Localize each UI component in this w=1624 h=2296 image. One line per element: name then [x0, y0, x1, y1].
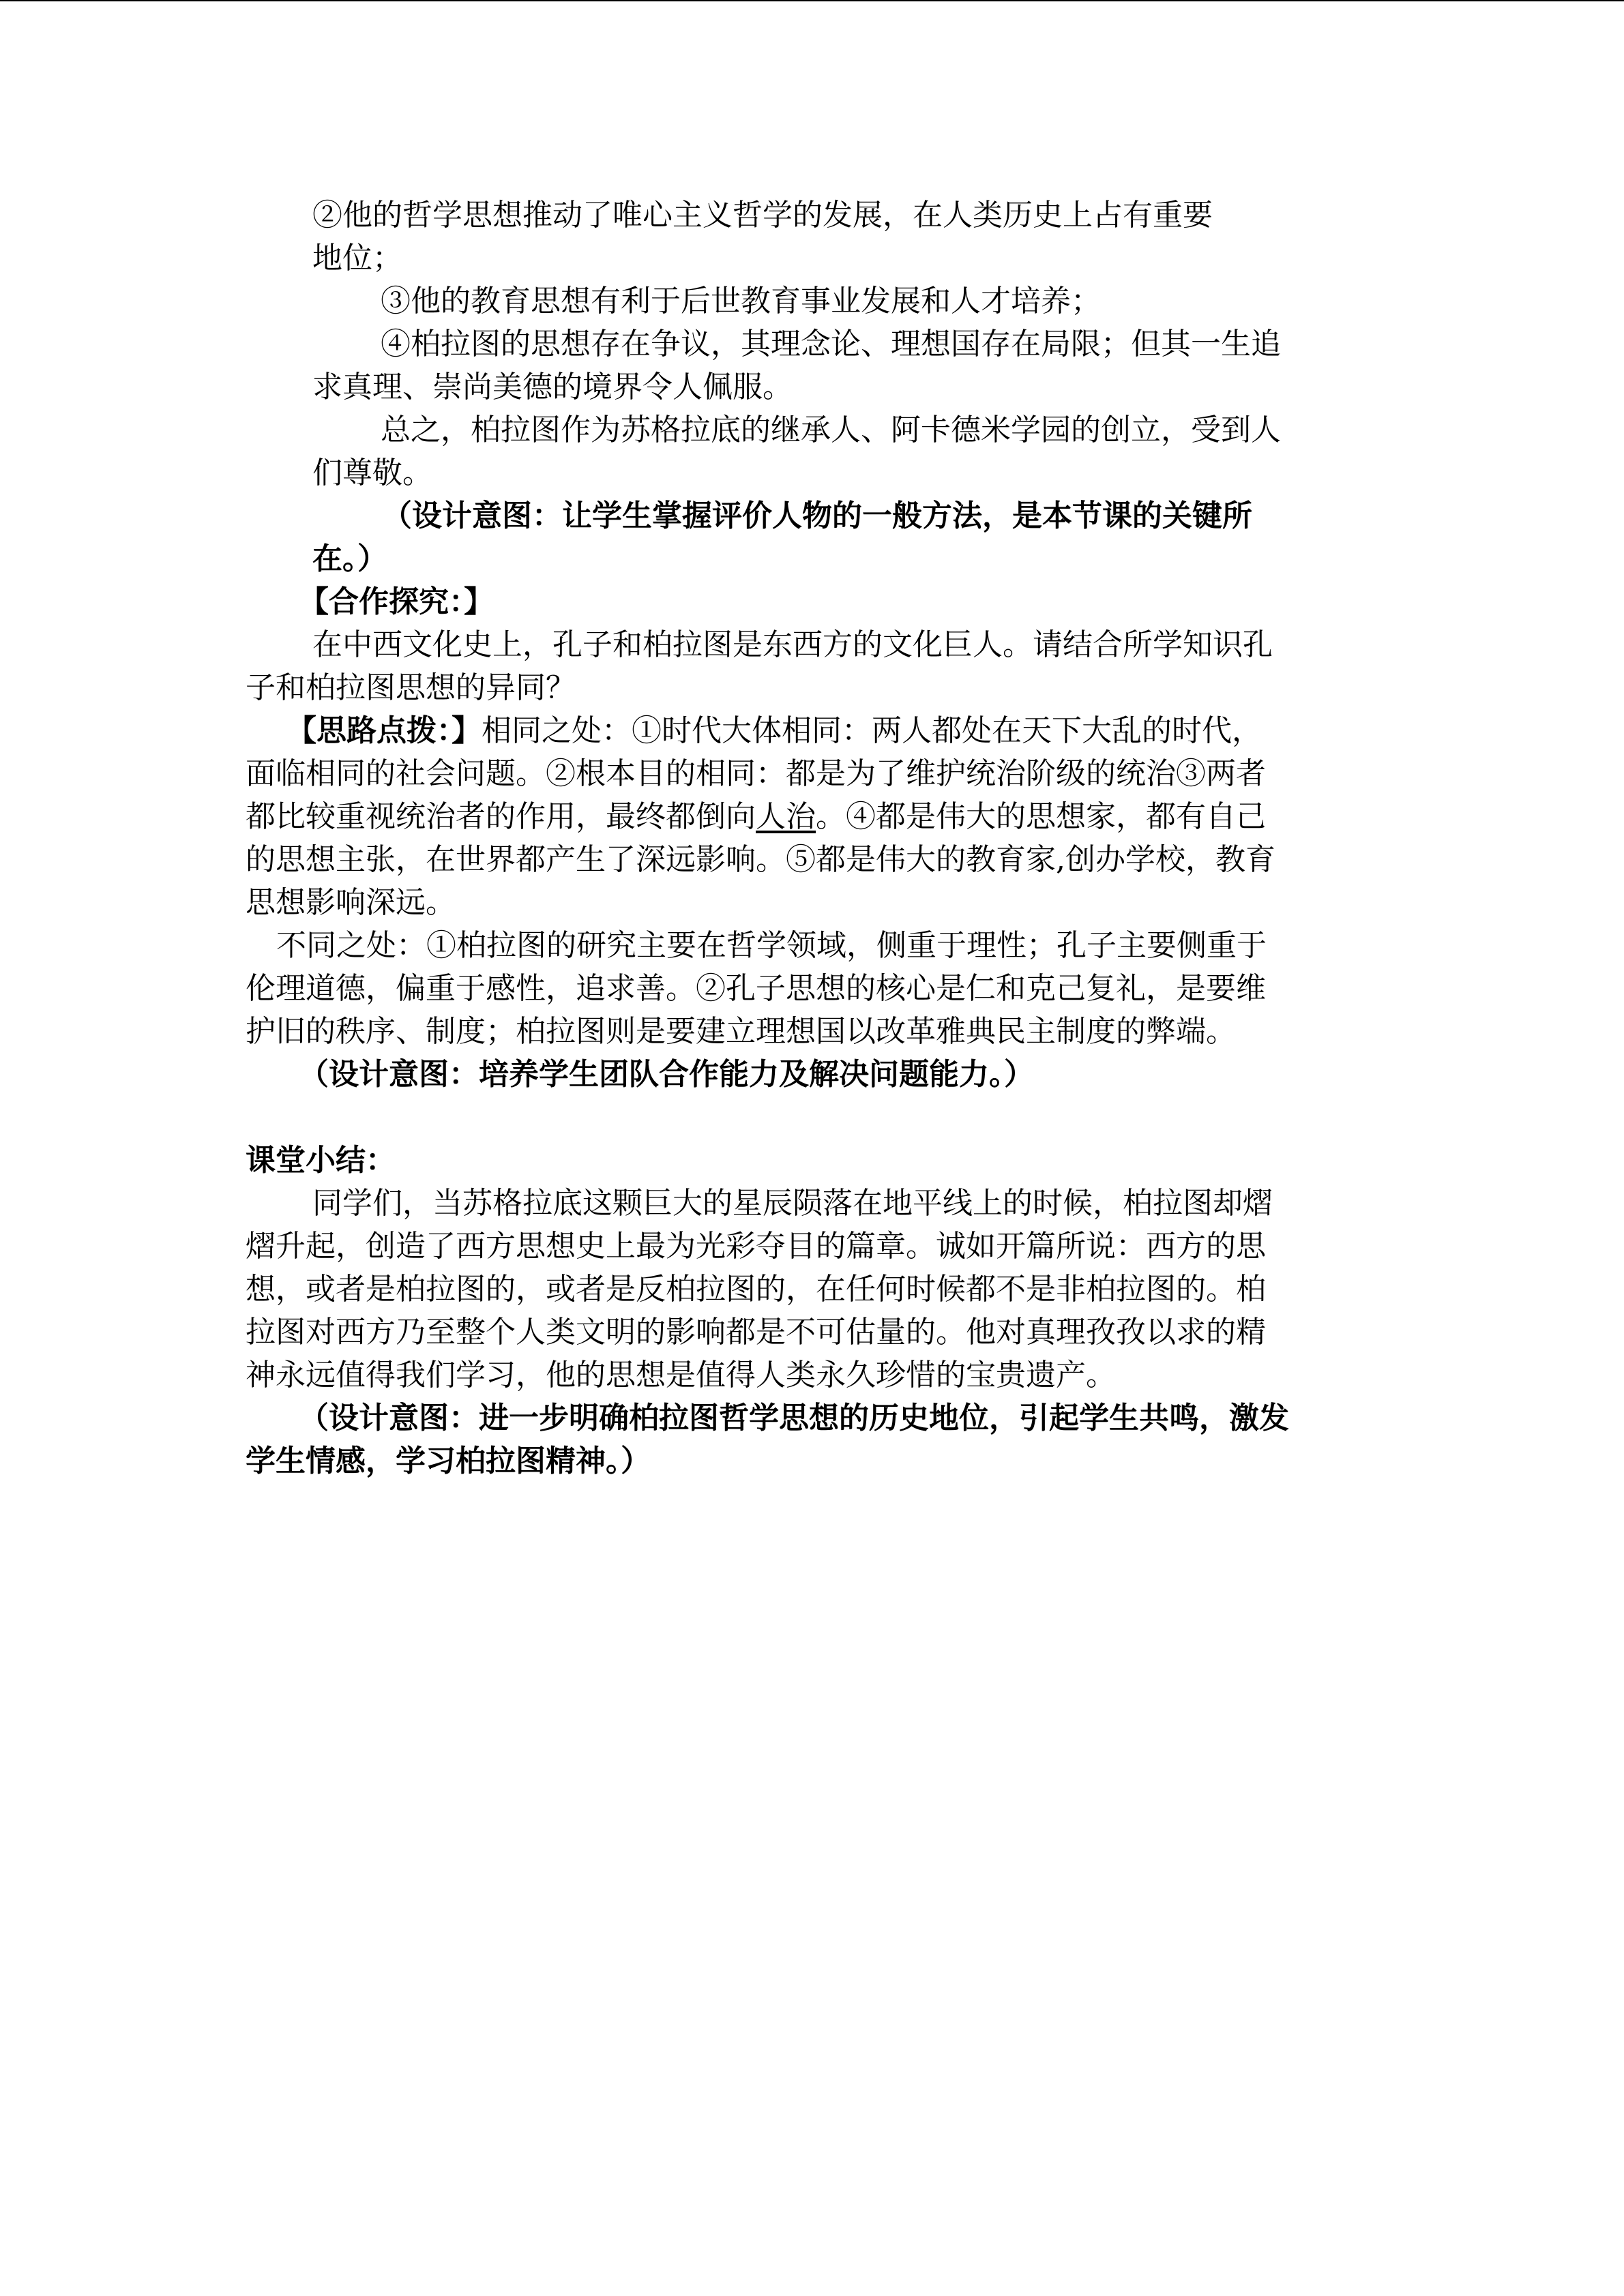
- paragraph-line: [246, 795, 1378, 838]
- paragraph-line: 不同之处：①柏拉图的研究主要在哲学领域，侧重于理性；孔子主要侧重于: [276, 928, 1267, 963]
- paragraph-line: 面临相同的社会问题。②根本目的相同：都是为了维护统治阶级的统治③两者: [246, 756, 1266, 791]
- underlined-term: 人治: [756, 799, 816, 834]
- text-span: 。④都是伟大的思想家，都有自己: [816, 799, 1266, 834]
- section-heading: 【合作探究：】: [299, 584, 494, 619]
- document-page: [246, 194, 1378, 1482]
- hint-label: 【思路点拨：】: [286, 713, 482, 748]
- paragraph-line: ②他的哲学思想推动了唯心主义哲学的发展，在人类历史上占有重要: [312, 198, 1213, 233]
- design-intent-note: （设计意图：培养学生团队合作能力及解决问题能力。）: [299, 1057, 1034, 1092]
- paragraph-line: 总之，柏拉图作为苏格拉底的继承人、阿卡德米学园的创立，受到人: [381, 413, 1281, 447]
- paragraph-line: 子和柏拉图思想的异同？: [246, 670, 576, 705]
- evaluation-section: [246, 194, 1378, 580]
- paragraph-line: 在中西文化史上，孔子和柏拉图是东西方的文化巨人。请结合所学知识孔: [312, 627, 1273, 662]
- design-intent-note: （设计意图：进一步明确柏拉图哲学思想的历史地位，引起学生共鸣，激发: [299, 1401, 1289, 1435]
- paragraph-line: 同学们，当苏格拉底这颗巨大的星辰陨落在地平线上的时候，柏拉图却熠: [312, 1186, 1273, 1221]
- hint-paragraph-line: [246, 709, 1378, 752]
- paragraph-line: 地位；: [312, 241, 402, 275]
- paragraph-line: 伦理道德，偏重于感性，追求善。②孔子思想的核心是仁和克己复礼，是要维: [246, 971, 1266, 1006]
- design-intent-note: 在。）: [312, 541, 387, 576]
- section-heading: 课堂小结：: [246, 1143, 396, 1178]
- page-top-border: [0, 0, 1624, 1]
- paragraph-line: 的思想主张，在世界都产生了深远影响。⑤都是伟大的教育家,创办学校，教育: [246, 842, 1275, 877]
- paragraph-line: 熠升起，创造了西方思想史上最为光彩夺目的篇章。诚如开篇所说：西方的思: [246, 1229, 1266, 1264]
- paragraph-line: ③他的教育思想有利于后世教育事业发展和人才培养；: [381, 284, 1101, 318]
- paragraph-line: 思想影响深远。: [246, 885, 456, 920]
- class-summary-section: [246, 1139, 1378, 1482]
- paragraph-line: 想，或者是柏拉图的，或者是反柏拉图的，在任何时候都不是非柏拉图的。柏: [246, 1272, 1266, 1307]
- paragraph-line: 神永远值得我们学习，他的思想是值得人类永久珍惜的宝贵遗产。: [246, 1358, 1116, 1392]
- design-intent-note: 学生情感，学习柏拉图精神。）: [246, 1444, 651, 1478]
- paragraph-line: 护旧的秩序、制度；柏拉图则是要建立理想国以改革雅典民主制度的弊端。: [246, 1014, 1236, 1049]
- text-span: 都比较重视统治者的作用，最终都倒向: [246, 799, 756, 834]
- paragraph-line: 们尊敬。: [312, 456, 432, 490]
- paragraph-line: 求真理、崇尚美德的境界令人佩服。: [312, 370, 793, 404]
- paragraph-line: ④柏拉图的思想存在争议，其理念论、理想国存在局限；但其一生追: [381, 327, 1281, 361]
- cooperative-exploration-section: [246, 580, 1378, 1096]
- design-intent-note: （设计意图：让学生掌握评价人物的一般方法，是本节课的关键所: [382, 498, 1252, 533]
- paragraph-line: 拉图对西方乃至整个人类文明的影响都是不可估量的。他对真理孜孜以求的精: [246, 1315, 1266, 1350]
- spacer: [246, 1096, 1378, 1139]
- hint-text: 相同之处：①时代大体相同：两人都处在天下大乱的时代，: [482, 713, 1262, 748]
